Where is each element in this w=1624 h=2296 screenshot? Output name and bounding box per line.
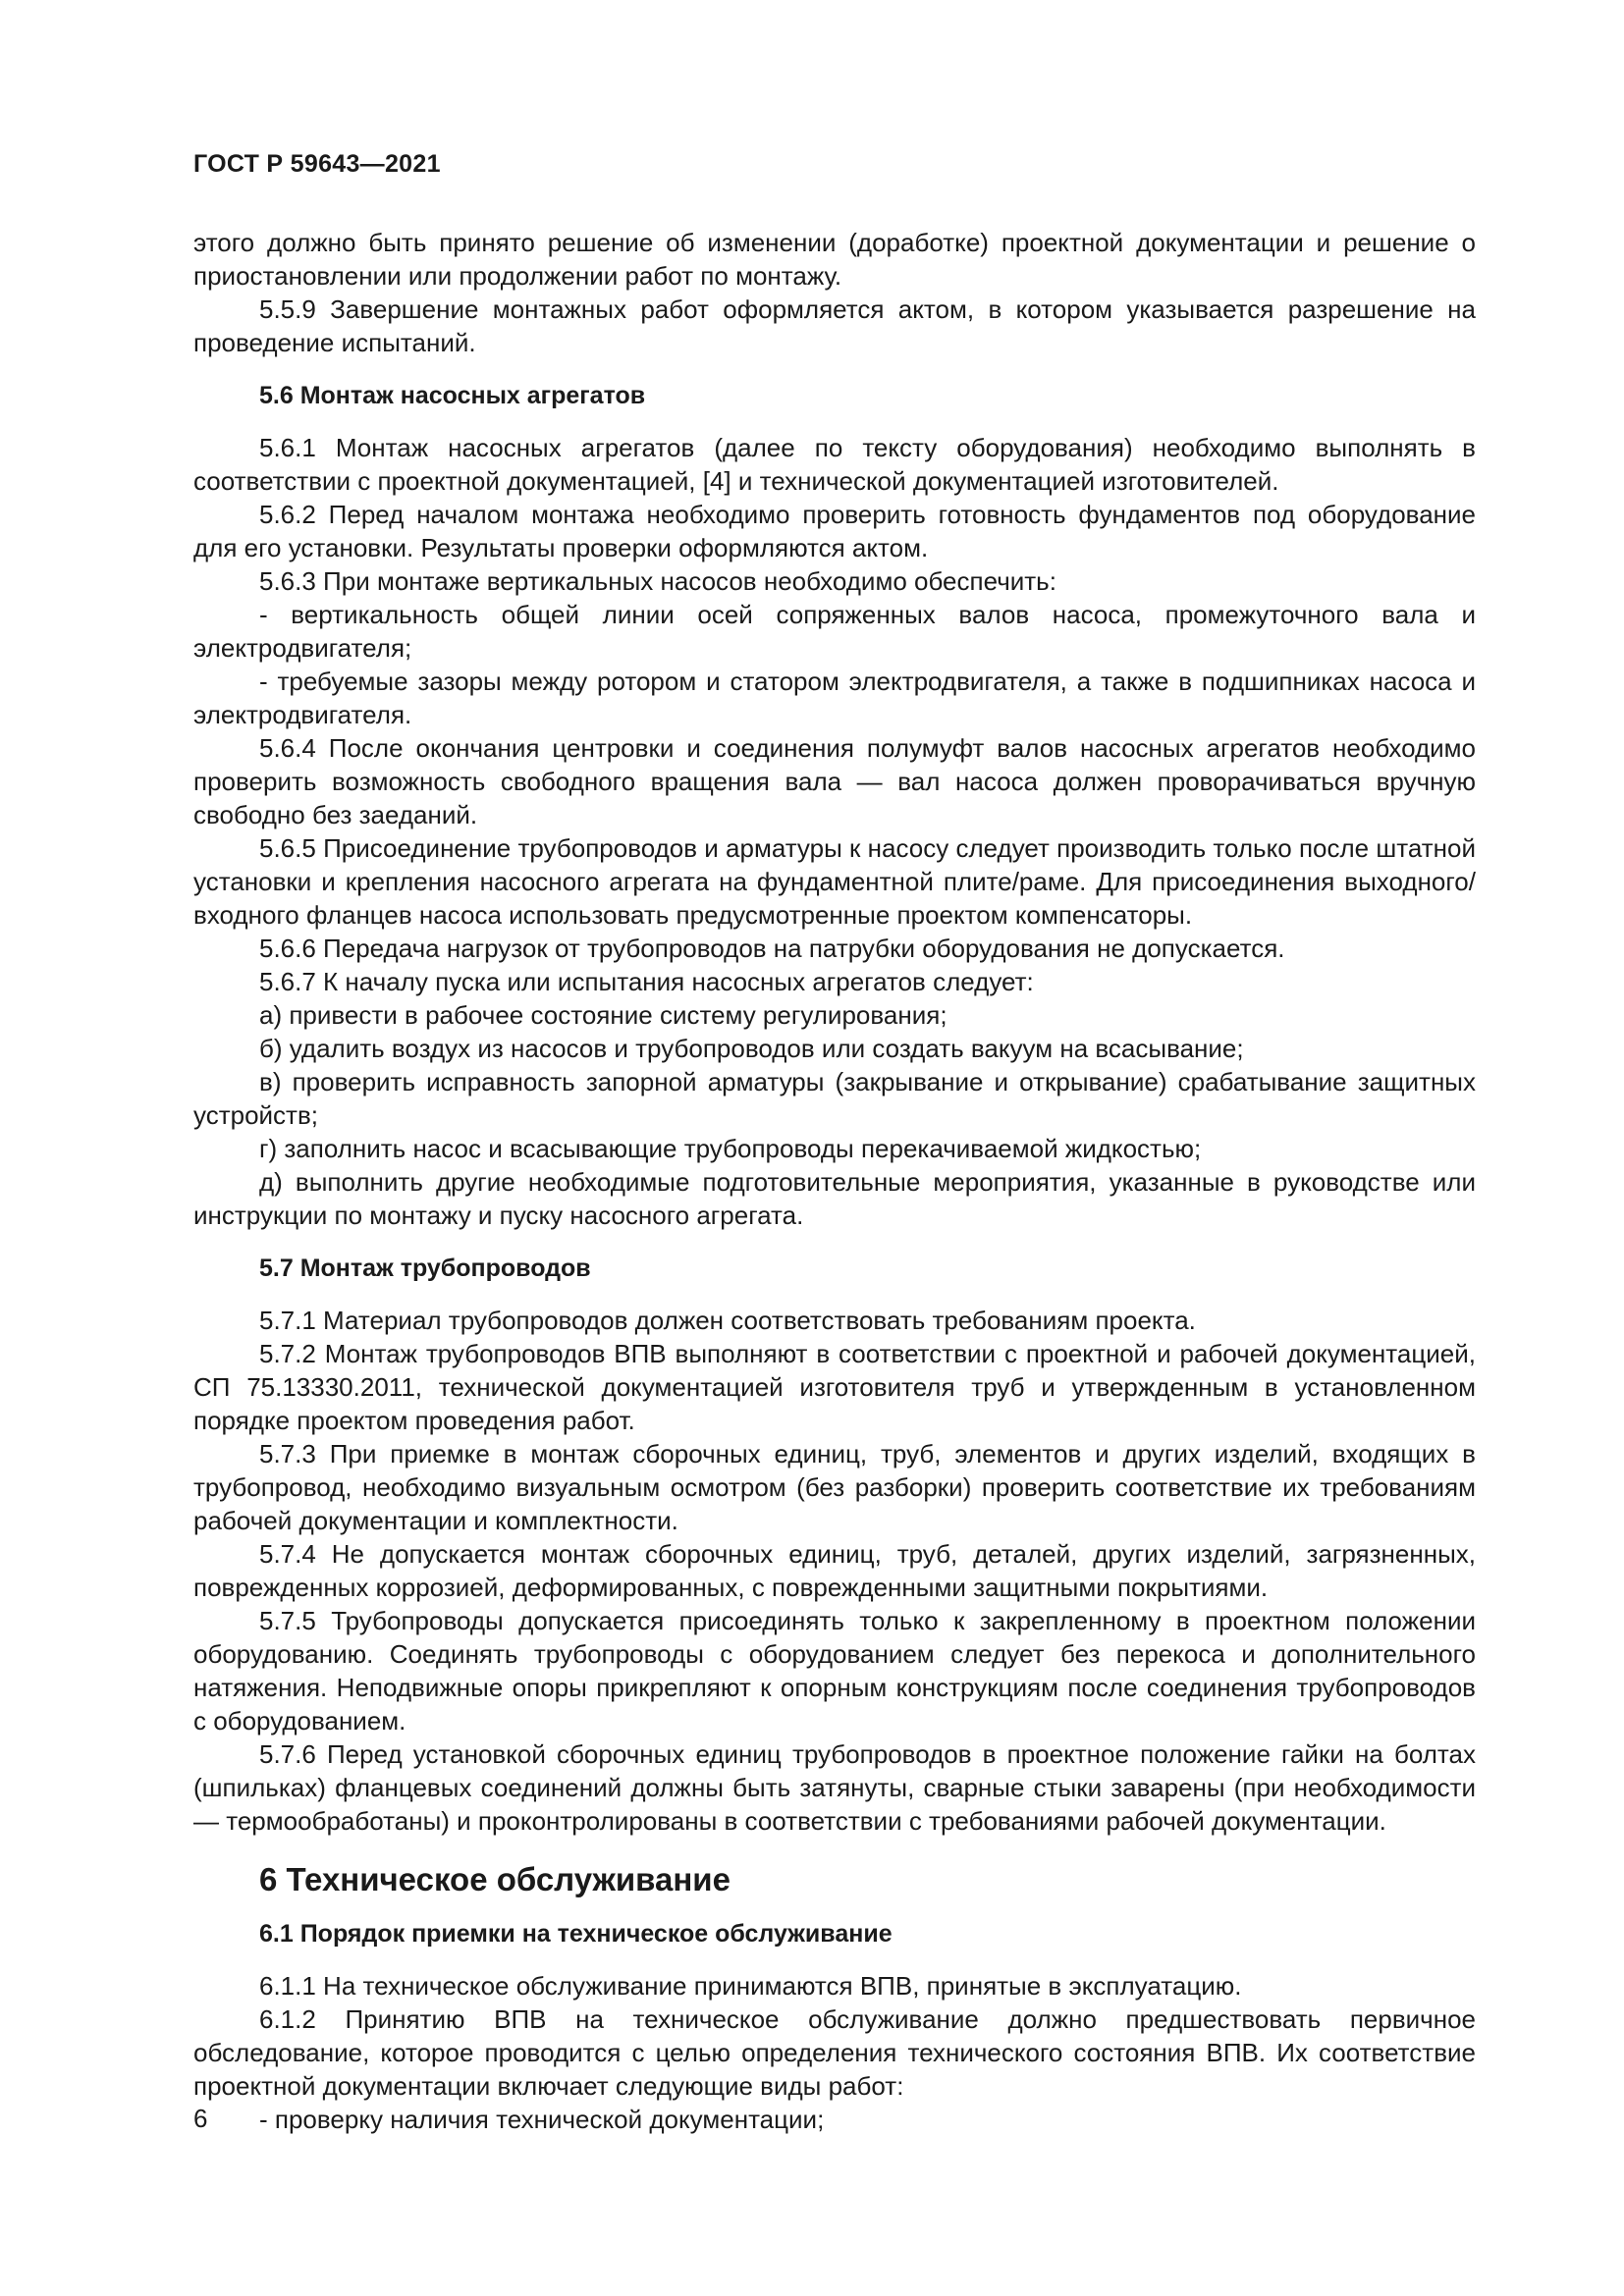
section-heading-6: 6 Техническое обслуживание: [259, 1861, 731, 1897]
paragraph-6-1-1: 6.1.1 На техническое обслуживание принимаются ВПВ, принятые в эксплуатацию.: [259, 1971, 1242, 2001]
list-item: - требуемые зазоры между ротором и статором электродвигателя, а также в подшипниках насоса и электродвигателя.: [193, 667, 1476, 729]
list-item: - вертикальность общей линии осей сопряженных валов насоса, промежуточного вала и электродвигателя;: [193, 600, 1476, 663]
paragraph-5-7-5: 5.7.5 Трубопроводы допускается присоединять только к закрепленному в проектном положении оборудованию. Соединять трубопроводы с оборудованием следует без перекоса и дополнительного натяжения. Неподвижные опоры прикрепляют к опорным конструкциям после соединения трубопроводов с оборудованием.: [193, 1606, 1476, 1735]
list-item: а) привести в рабочее состояние систему регулирования;: [259, 1000, 947, 1030]
paragraph-5-7-1: 5.7.1 Материал трубопроводов должен соответствовать требованиям проекта.: [259, 1306, 1196, 1335]
paragraph-5-6-5: 5.6.5 Присоединение трубопроводов и арматуры к насосу следует производить только после штатной установки и крепления насосного агрегата на фундаментной плите/раме. Для присоединения выходного/входного фланцев насоса использовать предусмотренные проектом компенсаторы.: [193, 833, 1476, 930]
paragraph-5-7-4: 5.7.4 Не допускается монтаж сборочных единиц, труб, деталей, других изделий, загрязненных, поврежденных коррозией, деформированных, с поврежденными защитными покрытиями.: [193, 1539, 1476, 1602]
paragraph-6-1-2: 6.1.2 Принятию ВПВ на техническое обслуживание должно предшествовать первичное обследование, которое проводится с целью определения технического состояния ВПВ. Их соответствие проектной документации включает следующие виды работ:: [193, 2004, 1476, 2101]
list-item: - проверку наличия технической документации;: [259, 2105, 825, 2134]
document-header: ГОСТ Р 59643—2021: [193, 150, 441, 178]
list-item: в) проверить исправность запорной арматуры (закрывание и открывание) срабатывание защитных устройств;: [193, 1067, 1476, 1130]
document-body: [193, 226, 1476, 2136]
list-item: б) удалить воздух из насосов и трубопроводов или создать вакуум на всасывание;: [259, 1034, 1244, 1063]
subsection-heading-6-1: 6.1 Порядок приемки на техническое обслуживание: [259, 1920, 893, 1948]
page-number: 6: [193, 2104, 208, 2133]
paragraph-continuation: этого должно быть принято решение об изменении (доработке) проектной документации и решение о приостановлении или продолжении работ по монтажу.: [193, 228, 1476, 291]
paragraph-5-6-3: 5.6.3 При монтаже вертикальных насосов необходимо обеспечить:: [259, 566, 1056, 596]
paragraph-5-6-4: 5.6.4 После окончания центровки и соединения полумуфт валов насосных агрегатов необходимо проверить возможность свободного вращения вала — вал насоса должен проворачиваться вручную свободно без заеданий.: [193, 733, 1476, 829]
paragraph-5-7-6: 5.7.6 Перед установкой сборочных единиц трубопроводов в проектное положение гайки на болтах (шпильках) фланцевых соединений должны быть затянуты, сварные стыки заварены (при необходимости — термообработаны) и проконтролированы в соответствии с требованиями рабочей документации.: [193, 1739, 1476, 1836]
list-item: д) выполнить другие необходимые подготовительные мероприятия, указанные в руководстве или инструкции по монтажу и пуску насосного агрегата.: [193, 1167, 1476, 1230]
paragraph-5-6-6: 5.6.6 Передача нагрузок от трубопроводов на патрубки оборудования не допускается.: [259, 934, 1285, 963]
subsection-heading-5-7: 5.7 Монтаж трубопроводов: [259, 1255, 591, 1282]
subsection-heading-5-6: 5.6 Монтаж насосных агрегатов: [259, 382, 646, 409]
paragraph-5-6-2: 5.6.2 Перед началом монтажа необходимо проверить готовность фундаментов под оборудование для его установки. Результаты проверки оформляются актом.: [193, 500, 1476, 562]
paragraph-5-5-9: 5.5.9 Завершение монтажных работ оформляется актом, в котором указывается разрешение на проведение испытаний.: [193, 294, 1476, 357]
paragraph-5-7-2: 5.7.2 Монтаж трубопроводов ВПВ выполняют в соответствии с проектной и рабочей документацией, СП 75.13330.2011, технической документацией изготовителя труб и утвержденным в установленном порядке проектом проведения работ.: [193, 1339, 1476, 1435]
list-item: г) заполнить насос и всасывающие трубопроводы перекачиваемой жидкостью;: [259, 1134, 1202, 1163]
paragraph-5-7-3: 5.7.3 При приемке в монтаж сборочных единиц, труб, элементов и других изделий, входящих в трубопровод, необходимо визуальным осмотром (без разборки) проверить соответствие их требованиям рабочей документации и комплектности.: [193, 1439, 1476, 1535]
paragraph-5-6-1: 5.6.1 Монтаж насосных агрегатов (далее по тексту оборудования) необходимо выполнять в соответствии с проектной документацией, [4] и технической документацией изготовителей.: [193, 433, 1476, 496]
paragraph-5-6-7: 5.6.7 К началу пуска или испытания насосных агрегатов следует:: [259, 967, 1034, 996]
